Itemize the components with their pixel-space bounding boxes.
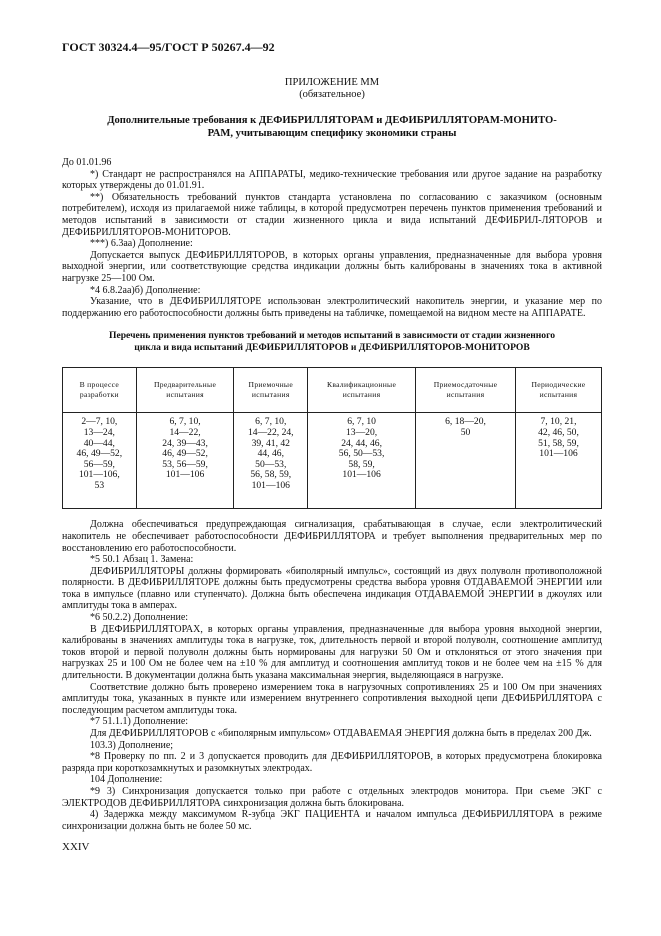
cell-line: 13—20,	[345, 426, 378, 438]
footnote-3-heading: ***) 6.3аа) Дополнение:	[90, 238, 193, 250]
document-header: ГОСТ 30324.4—95/ГОСТ Р 50267.4—92	[62, 40, 275, 54]
body-paragraph: Для ДЕФИБРИЛЛЯТОРОВ с «биполярным импульсом» ОТДАВАЕМАЯ ЭНЕРГИЯ должна быть в пределах 200 Дж.	[90, 728, 592, 739]
cell-line: 24, 44, 46,	[341, 437, 382, 449]
body-paragraph: *7 51.1.1) Дополнение:	[90, 716, 189, 728]
cell-line: 44, 46,	[257, 448, 284, 460]
body-paragraph: *5 50.1 Абзац 1. Замена:	[90, 554, 194, 566]
appendix-status: (обязательное)	[299, 89, 365, 100]
table-cell	[515, 413, 601, 509]
header-line: Периодические	[531, 380, 586, 390]
body-paragraph: 104 Дополнение:	[90, 774, 163, 786]
cell-line: 56—59,	[83, 458, 115, 470]
header-line: испытания	[342, 390, 381, 400]
cell-line: 51, 58, 59,	[538, 437, 579, 449]
body-paragraph: *8 Проверку по пп. 2 и 3 допускается проводить для ДЕФИБРИЛЛЯТОРОВ, в которых предусмотрена блокировка разряда при короткозамкнутых и разомкнутых электродах.	[62, 751, 602, 774]
footnote-3-body: Допускается выпуск ДЕФИБРИЛЛЯТОРОВ, в которых органы управления, предназначенные для выбора уровня выходной энергии, или соответствующие средства индикации должны быть калиброваны в значениях тока в активной нагрузке 25—100 Ом.	[62, 249, 602, 284]
cell-line: 24, 39—43,	[162, 437, 208, 449]
header-line: Приемосдаточные	[433, 380, 498, 390]
cell-line: 39, 41, 42	[251, 437, 290, 449]
cell-line: 6, 7, 10,	[169, 416, 201, 428]
header-line: Предварительные	[154, 380, 217, 390]
cell-line: 6, 18—20,	[445, 416, 486, 428]
footnote-2: **) Обязательность требований пунктов стандарта установлена по согласованию с заказчиком (основным потребителем), исходя из прилагаемой ниже таблицы, в которой предусмотрен перечень пунктов применения требований и методов испытаний в зависимости от стадии жизненного цикла и вида испытаний ДЕФИБРИЛ-ЛЯТОРОВ и ДЕФИБРИЛЛЯТОРОВ-МОНИТОРОВ.	[62, 191, 602, 238]
cell-line: 58, 59,	[348, 458, 375, 470]
cell-line: 101—106	[342, 469, 381, 481]
appendix-heading	[62, 77, 602, 101]
header-line: В процессе	[79, 380, 120, 390]
table-title-line-1: Перечень применения пунктов требований и методов испытаний в зависимости от стадии жизненного	[109, 330, 555, 342]
table-cell	[308, 413, 416, 509]
document-page	[62, 40, 602, 853]
header-line: Приемочные	[248, 380, 294, 390]
footnote-4-body: Указание, что в ДЕФИБРИЛЛЯТОРЕ использован электролитический накопитель энергии, и указание мер по поддержанию его работоспособности должны быть приведены на табличке, помещаемой на видном месте на АППАРАТЕ.	[62, 296, 602, 319]
body-paragraph: 103.3) Дополнение;	[90, 739, 174, 751]
body-paragraph: *6 50.2.2) Дополнение:	[90, 612, 189, 624]
header-line: испытания	[446, 390, 485, 400]
page-number: XXIV	[62, 841, 90, 854]
table-cell	[416, 413, 516, 509]
cell-line: 101—106	[539, 448, 578, 460]
footnote-1: *) Стандарт не распространялся на АППАРАТЫ, медико-технические требования или другое задание на разработку которых утверждены до 01.01.91.	[62, 168, 602, 192]
header-line: испытания	[251, 390, 290, 400]
cell-line: 6, 7, 10,	[255, 416, 287, 428]
document-title-line-2: РАМ, учитывающим специфику экономики страны	[207, 128, 457, 139]
cell-line: 53	[94, 479, 105, 491]
header-line: испытания	[539, 390, 578, 400]
body-paragraph: В ДЕФИБРИЛЛЯТОРАХ, в которых органы управления, предназначенные для выбора уровня выходной энергии, калиброваны в значениях амплитуды тока в нагрузке, ток, длительность первой и второй полуволн, соотношение амплитуд токов второй и первой полуволн должны быть нормированы для нагрузки 50 Ом и отклоняться от этого значения при нагрузках 25 и 100 Ом не более чем на ±10 % для амплитуд и соотношения амплитуд токов и не более чем на ±15 % для длительности. В документации должна быть указана максимальная энергия, выделяющаяся в нагрузке.	[62, 623, 602, 682]
cell-line: 50—53,	[255, 458, 287, 470]
cell-line: 101—106	[165, 469, 205, 481]
body-paragraph: *9 3) Синхронизация допускается только при работе с отдельных электродов монитора. При съеме ЭКГ с ЭЛЕКТРОДОВ ДЕФИБРИЛЛЯТОРА синхронизация должна быть блокирована.	[62, 785, 602, 809]
table-cell	[136, 413, 234, 509]
column-header	[136, 368, 234, 413]
cell-line: 46, 49—52,	[76, 448, 123, 460]
column-header	[308, 368, 416, 413]
cell-line: 14—22, 24,	[247, 426, 294, 438]
table-title	[62, 330, 602, 354]
document-title	[62, 114, 602, 140]
table-header-row	[63, 368, 602, 413]
table-row	[63, 413, 602, 509]
footnote-4-heading: *4 6.8.2аа)б) Дополнение:	[90, 284, 201, 296]
body-paragraph: Должна обеспечиваться предупреждающая сигнализация, срабатывающая в случае, если электролитический накопитель не обеспечивает работоспособности ДЕФИБРИЛЛЯТОРА и требует выполнения предварительных мер по восстановлению его работоспособности.	[62, 519, 602, 554]
header-line: Квалификационные	[327, 380, 397, 390]
column-header	[234, 368, 308, 413]
appendix-title: ПРИЛОЖЕНИЕ ММ	[284, 77, 380, 88]
stages-table	[62, 367, 602, 509]
cell-line: 50	[460, 426, 471, 438]
header-line: разработки	[79, 390, 119, 400]
header-line: испытания	[166, 390, 204, 400]
cell-line: 56, 58, 59,	[250, 469, 292, 481]
cell-line: 42, 46, 50,	[538, 426, 579, 438]
cell-line: 56, 50—53,	[338, 448, 385, 460]
column-header	[515, 368, 601, 413]
column-header	[63, 368, 137, 413]
cell-line: 2—7, 10,	[81, 416, 118, 428]
cell-line: 40—44,	[83, 437, 115, 449]
body-paragraph: Соответствие должно быть проверено измерением тока в нагрузочных сопротивлениях 25 и 100 Ом при значениях амплитуды тока, указанных в пункте или измерением внутреннего сопротивления выходной цепи ДЕФИБРИЛЛЯТОРА с последующим расчетом амплитуды тока.	[62, 681, 602, 716]
cell-line: 46, 49—52,	[162, 448, 208, 460]
document-title-line-1: Дополнительные требования к ДЕФИБРИЛЛЯТОРАМ и ДЕФИБРИЛЛЯТОРАМ-МОНИТО-	[107, 115, 557, 126]
body-paragraph: ДЕФИБРИЛЛЯТОРЫ должны формировать «биполярный импульс», состоящий из двух полуволн противоположной полярности. В ДЕФИБРИЛЛЯТОРЕ должны быть предусмотрены средства выбора уровня ОТДАВАЕМОЙ ЭНЕРГИИ или тока в импульсе (плавно или ступенчато). Должна быть обеспечена индикация ОТДАВАЕМОЙ ЭНЕРГИИ в джоулях или амплитуды тока в амперах.	[62, 565, 602, 612]
table-cell	[63, 413, 137, 509]
cell-line: 53, 56—59,	[162, 458, 208, 470]
table-cell	[234, 413, 308, 509]
cell-line: 13—24,	[83, 426, 115, 438]
column-header	[416, 368, 516, 413]
cell-line: 14—22,	[169, 426, 201, 438]
date-line: До 01.01.96	[62, 157, 112, 168]
table-title-line-2: цикла и вида испытаний ДЕФИБРИЛЛЯТОРОВ и ДЕФИБРИЛЛЯТОРОВ-МОНИТОРОВ	[134, 342, 530, 354]
cell-line: 6, 7, 10	[347, 416, 376, 428]
cell-line: 101—106,	[78, 469, 120, 481]
cell-line: 7, 10, 21,	[540, 416, 577, 428]
body-paragraph: 4) Задержка между максимумом R-зубца ЭКГ ПАЦИЕНТА и началом импульса ДЕФИБРИЛЛЯТОРА в режиме синхронизации должна быть не более 50 мс.	[62, 809, 602, 832]
cell-line: 101—106	[251, 479, 290, 491]
